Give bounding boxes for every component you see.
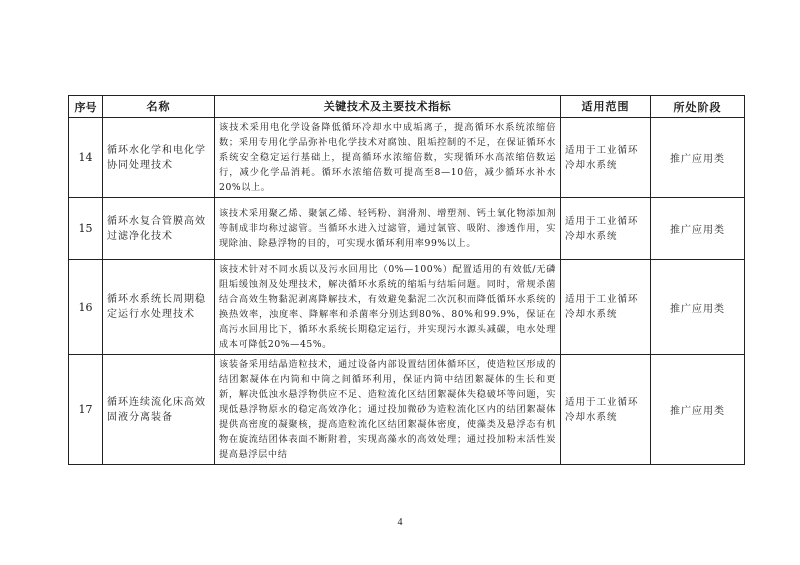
page-number: 4 (397, 517, 403, 528)
header-no: 序号 (69, 96, 103, 118)
table-row (69, 198, 745, 260)
application-scope: 适用于工业循环冷却水系统 (561, 118, 651, 198)
application-scope: 适用于工业循环冷却水系统 (561, 355, 651, 465)
header-name: 名称 (103, 96, 215, 118)
row-number: 14 (69, 118, 103, 198)
application-scope: 适用于工业循环冷却水系统 (561, 198, 651, 260)
development-stage: 推广应用类 (651, 260, 745, 355)
technology-description: 该装备采用结晶造粒技术，通过设备内部设置结团体循环区，使造粒区形成的结团絮凝体在内筒和中筒之间循环利用，保证内筒中结团絮凝体的生长和更新，解决低浊水悬浮物供应不足、造粒流化区结团絮凝体失稳破坏等问题，实现低悬浮物原水的稳定高效净化；通过投加微砂为造粒流化区内的结团絮凝体提供高密度的凝聚核，提高造粒流化区结团絮凝体密度，使藻类及悬浮态有机物在旋流结团体表面不断附着，实现高藻水的高效处理；通过投加粉末活性炭提高悬浮层中结 (215, 355, 561, 465)
row-number: 15 (69, 198, 103, 260)
table-row (69, 260, 745, 355)
table-row (69, 118, 745, 198)
development-stage: 推广应用类 (651, 118, 745, 198)
header-tech: 关键技术及主要技术指标 (215, 96, 561, 118)
table-row (69, 355, 745, 465)
technology-name: 循环水化学和电化学协同处理技术 (103, 118, 215, 198)
technology-description: 该技术采用电化学设备降低循环冷却水中成垢离子，提高循环水系统浓缩倍数；采用专用化学品弥补电化学技术对腐蚀、阻垢控制的不足，在保证循环水系统安全稳定运行基础上，提高循环水浓缩倍数，实现循环水高浓缩倍数运行，减少化学品消耗。循环水浓缩倍数可提高至8—10倍，减少循环水补水20%以上。 (215, 118, 561, 198)
technology-name: 循环水系统长周期稳定运行水处理技术 (103, 260, 215, 355)
application-scope: 适用于工业循环冷却水系统 (561, 260, 651, 355)
technology-description: 该技术采用聚乙烯、聚氯乙烯、轻钙粉、润滑剂、增塑剂、钙土氧化物添加剂等制成非均称过滤管。当循环水进入过滤管，通过氯管、吸附、渗透作用，实现除油、除悬浮物的目的，可实现水循环利用率99%以上。 (215, 198, 561, 260)
technology-description: 该技术针对不同水质以及污水回用比（0%—100%）配置适用的有效低/无磷阻垢缓蚀剂及处理技术，解决循环水系统的缩垢与结垢问题。同时，常规杀菌结合高效生物黏泥剥离降解技术，有效避免黏泥二次沉积而降低循环水系统的换热效率，浊度率、降解率和杀菌率分别达到80%、80%和99.9%，保证在高污水回用比下，循环水系统长期稳定运行，并实现污水源头减碳，电水处理成本可降低20%—45%。 (215, 260, 561, 355)
technology-name: 循环水复合管膜高效过滤净化技术 (103, 198, 215, 260)
row-number: 17 (69, 355, 103, 465)
technology-table (68, 95, 745, 465)
development-stage: 推广应用类 (651, 355, 745, 465)
header-scope: 适用范围 (561, 96, 651, 118)
development-stage: 推广应用类 (651, 198, 745, 260)
header-stage: 所处阶段 (651, 96, 745, 118)
technology-name: 循环连续流化床高效固液分离装备 (103, 355, 215, 465)
table-header-row (69, 96, 745, 118)
row-number: 16 (69, 260, 103, 355)
